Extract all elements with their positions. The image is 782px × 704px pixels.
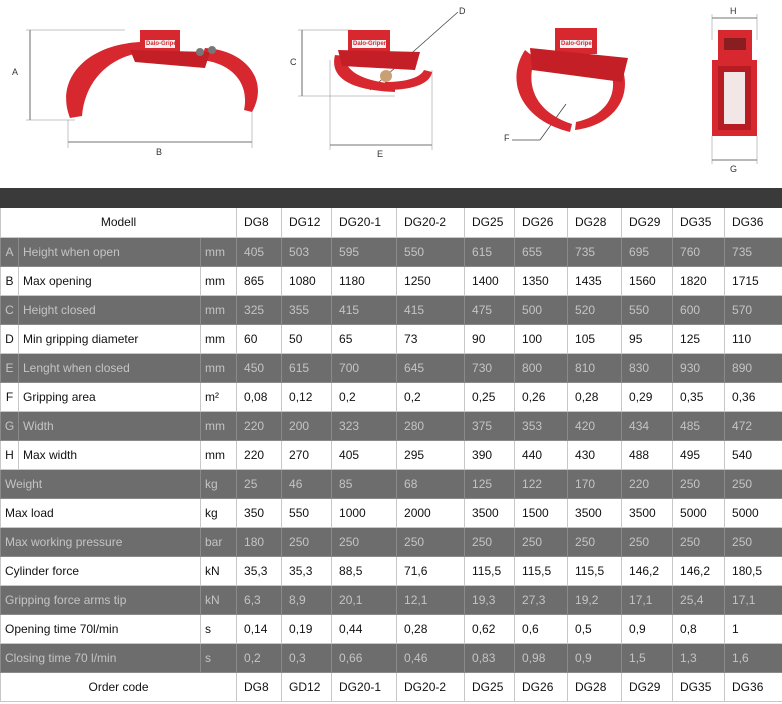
row-unit: kN bbox=[201, 556, 237, 585]
value-cell: 115,5 bbox=[515, 556, 568, 585]
spec-row bbox=[1, 527, 782, 556]
dimension-label-b: B bbox=[156, 147, 163, 157]
value-cell: 0,83 bbox=[465, 643, 515, 672]
value-cell: 90 bbox=[465, 324, 515, 353]
brand-plate-text: Dalo-Gripen bbox=[353, 41, 388, 47]
value-cell: 430 bbox=[568, 440, 622, 469]
value-cell: 0,66 bbox=[332, 643, 397, 672]
model-header: DG20-1 bbox=[332, 208, 397, 237]
value-cell: 1820 bbox=[673, 266, 725, 295]
order-code-cell: DG8 bbox=[237, 672, 282, 701]
value-cell: 0,98 bbox=[515, 643, 568, 672]
row-letter: C bbox=[1, 295, 19, 324]
row-unit: kN bbox=[201, 585, 237, 614]
value-cell: 0,62 bbox=[465, 614, 515, 643]
model-header: DG8 bbox=[237, 208, 282, 237]
row-label: Cylinder force bbox=[1, 556, 201, 585]
spec-row bbox=[1, 237, 782, 266]
model-header: DG26 bbox=[515, 208, 568, 237]
dimension-label-e: E bbox=[377, 149, 384, 159]
value-cell: 540 bbox=[725, 440, 782, 469]
spec-row bbox=[1, 556, 782, 585]
value-cell: 405 bbox=[237, 237, 282, 266]
value-cell: 420 bbox=[568, 411, 622, 440]
value-cell: 295 bbox=[397, 440, 465, 469]
value-cell: 146,2 bbox=[673, 556, 725, 585]
value-cell: 500 bbox=[515, 295, 568, 324]
dimension-diagrams bbox=[0, 0, 782, 188]
value-cell: 0,36 bbox=[725, 382, 782, 411]
value-cell: 115,5 bbox=[568, 556, 622, 585]
row-label: Max load bbox=[1, 498, 201, 527]
value-cell: 550 bbox=[397, 237, 465, 266]
model-header: DG20-2 bbox=[397, 208, 465, 237]
order-code-cell: DG29 bbox=[622, 672, 673, 701]
value-cell: 170 bbox=[568, 469, 622, 498]
value-cell: 1560 bbox=[622, 266, 673, 295]
row-label: Gripping area bbox=[19, 382, 201, 411]
value-cell: 12,1 bbox=[397, 585, 465, 614]
value-cell: 1500 bbox=[515, 498, 568, 527]
value-cell: 0,5 bbox=[568, 614, 622, 643]
value-cell: 19,3 bbox=[465, 585, 515, 614]
value-cell: 570 bbox=[725, 295, 782, 324]
row-unit: kg bbox=[201, 498, 237, 527]
value-cell: 8,9 bbox=[282, 585, 332, 614]
spec-row bbox=[1, 585, 782, 614]
row-unit: mm bbox=[201, 266, 237, 295]
row-label: Weight bbox=[1, 469, 201, 498]
row-label: Height closed bbox=[19, 295, 201, 324]
value-cell: 1715 bbox=[725, 266, 782, 295]
order-code-cell: GD12 bbox=[282, 672, 332, 701]
value-cell: 0,6 bbox=[515, 614, 568, 643]
value-cell: 65 bbox=[332, 324, 397, 353]
value-cell: 5000 bbox=[673, 498, 725, 527]
value-cell: 1250 bbox=[397, 266, 465, 295]
value-cell: 125 bbox=[673, 324, 725, 353]
value-cell: 20,1 bbox=[332, 585, 397, 614]
value-cell: 1400 bbox=[465, 266, 515, 295]
row-unit: s bbox=[201, 643, 237, 672]
value-cell: 323 bbox=[332, 411, 397, 440]
value-cell: 325 bbox=[237, 295, 282, 324]
value-cell: 250 bbox=[725, 527, 782, 556]
value-cell: 27,3 bbox=[515, 585, 568, 614]
value-cell: 1000 bbox=[332, 498, 397, 527]
header-band bbox=[0, 188, 782, 208]
value-cell: 25 bbox=[237, 469, 282, 498]
value-cell: 700 bbox=[332, 353, 397, 382]
spec-row bbox=[1, 643, 782, 672]
value-cell: 0,9 bbox=[622, 614, 673, 643]
value-cell: 68 bbox=[397, 469, 465, 498]
spec-row bbox=[1, 324, 782, 353]
value-cell: 250 bbox=[282, 527, 332, 556]
value-cell: 3500 bbox=[568, 498, 622, 527]
value-cell: 350 bbox=[237, 498, 282, 527]
value-cell: 830 bbox=[622, 353, 673, 382]
value-cell: 250 bbox=[515, 527, 568, 556]
spec-table bbox=[0, 208, 782, 702]
value-cell: 735 bbox=[568, 237, 622, 266]
value-cell: 615 bbox=[465, 237, 515, 266]
value-cell: 375 bbox=[465, 411, 515, 440]
value-cell: 0,2 bbox=[237, 643, 282, 672]
dimension-label-g: G bbox=[730, 164, 738, 174]
value-cell: 220 bbox=[237, 440, 282, 469]
value-cell: 1435 bbox=[568, 266, 622, 295]
value-cell: 85 bbox=[332, 469, 397, 498]
row-letter: D bbox=[1, 324, 19, 353]
value-cell: 0,28 bbox=[568, 382, 622, 411]
row-label: Min gripping diameter bbox=[19, 324, 201, 353]
value-cell: 495 bbox=[673, 440, 725, 469]
value-cell: 0,28 bbox=[397, 614, 465, 643]
value-cell: 600 bbox=[673, 295, 725, 324]
order-code-row bbox=[1, 672, 782, 701]
value-cell: 1350 bbox=[515, 266, 568, 295]
row-label: Max opening bbox=[19, 266, 201, 295]
value-cell: 35,3 bbox=[282, 556, 332, 585]
value-cell: 550 bbox=[622, 295, 673, 324]
value-cell: 1,3 bbox=[673, 643, 725, 672]
row-letter: A bbox=[1, 237, 19, 266]
value-cell: 200 bbox=[282, 411, 332, 440]
value-cell: 865 bbox=[237, 266, 282, 295]
value-cell: 0,25 bbox=[465, 382, 515, 411]
spec-row bbox=[1, 295, 782, 324]
value-cell: 503 bbox=[282, 237, 332, 266]
row-letter: B bbox=[1, 266, 19, 295]
value-cell: 0,26 bbox=[515, 382, 568, 411]
value-cell: 415 bbox=[397, 295, 465, 324]
value-cell: 280 bbox=[397, 411, 465, 440]
dimension-label-d: D bbox=[459, 6, 466, 16]
value-cell: 810 bbox=[568, 353, 622, 382]
spec-row bbox=[1, 498, 782, 527]
value-cell: 800 bbox=[515, 353, 568, 382]
value-cell: 355 bbox=[282, 295, 332, 324]
order-code-cell: DG25 bbox=[465, 672, 515, 701]
value-cell: 35,3 bbox=[237, 556, 282, 585]
value-cell: 5000 bbox=[725, 498, 782, 527]
value-cell: 695 bbox=[622, 237, 673, 266]
value-cell: 110 bbox=[725, 324, 782, 353]
row-label: Max working pressure bbox=[1, 527, 201, 556]
value-cell: 180 bbox=[237, 527, 282, 556]
value-cell: 73 bbox=[397, 324, 465, 353]
value-cell: 475 bbox=[465, 295, 515, 324]
spec-row bbox=[1, 469, 782, 498]
row-unit: m² bbox=[201, 382, 237, 411]
value-cell: 1 bbox=[725, 614, 782, 643]
value-cell: 180,5 bbox=[725, 556, 782, 585]
value-cell: 25,4 bbox=[673, 585, 725, 614]
row-label: Height when open bbox=[19, 237, 201, 266]
row-unit: mm bbox=[201, 295, 237, 324]
value-cell: 250 bbox=[465, 527, 515, 556]
spec-row bbox=[1, 614, 782, 643]
row-label: Max width bbox=[19, 440, 201, 469]
value-cell: 485 bbox=[673, 411, 725, 440]
order-code-cell: DG20-1 bbox=[332, 672, 397, 701]
value-cell: 250 bbox=[397, 527, 465, 556]
row-unit: mm bbox=[201, 324, 237, 353]
value-cell: 0,29 bbox=[622, 382, 673, 411]
value-cell: 472 bbox=[725, 411, 782, 440]
value-cell: 890 bbox=[725, 353, 782, 382]
row-unit: s bbox=[201, 614, 237, 643]
order-code-cell: DG26 bbox=[515, 672, 568, 701]
value-cell: 353 bbox=[515, 411, 568, 440]
brand-plate-text: Dalo-Gripen bbox=[561, 41, 596, 47]
value-cell: 930 bbox=[673, 353, 725, 382]
value-cell: 0,35 bbox=[673, 382, 725, 411]
value-cell: 122 bbox=[515, 469, 568, 498]
value-cell: 735 bbox=[725, 237, 782, 266]
grapple-drawings bbox=[0, 0, 782, 188]
value-cell: 17,1 bbox=[622, 585, 673, 614]
value-cell: 1180 bbox=[332, 266, 397, 295]
value-cell: 100 bbox=[515, 324, 568, 353]
value-cell: 595 bbox=[332, 237, 397, 266]
row-unit: mm bbox=[201, 353, 237, 382]
value-cell: 19,2 bbox=[568, 585, 622, 614]
row-label: Closing time 70 l/min bbox=[1, 643, 201, 672]
value-cell: 46 bbox=[282, 469, 332, 498]
row-unit: mm bbox=[201, 440, 237, 469]
order-code-cell: DG35 bbox=[673, 672, 725, 701]
value-cell: 405 bbox=[332, 440, 397, 469]
value-cell: 71,6 bbox=[397, 556, 465, 585]
order-code-cell: DG20-2 bbox=[397, 672, 465, 701]
value-cell: 105 bbox=[568, 324, 622, 353]
value-cell: 760 bbox=[673, 237, 725, 266]
value-cell: 0,8 bbox=[673, 614, 725, 643]
value-cell: 250 bbox=[725, 469, 782, 498]
value-cell: 220 bbox=[622, 469, 673, 498]
value-cell: 655 bbox=[515, 237, 568, 266]
value-cell: 250 bbox=[673, 527, 725, 556]
value-cell: 390 bbox=[465, 440, 515, 469]
front-view-figure bbox=[712, 14, 757, 164]
row-label: Lenght when closed bbox=[19, 353, 201, 382]
value-cell: 415 bbox=[332, 295, 397, 324]
header-title: Modell bbox=[1, 208, 237, 237]
value-cell: 0,12 bbox=[282, 382, 332, 411]
value-cell: 0,46 bbox=[397, 643, 465, 672]
value-cell: 3500 bbox=[622, 498, 673, 527]
value-cell: 488 bbox=[622, 440, 673, 469]
value-cell: 6,3 bbox=[237, 585, 282, 614]
spec-row bbox=[1, 266, 782, 295]
spec-row bbox=[1, 411, 782, 440]
order-code-cell: DG28 bbox=[568, 672, 622, 701]
value-cell: 2000 bbox=[397, 498, 465, 527]
value-cell: 250 bbox=[622, 527, 673, 556]
row-letter: H bbox=[1, 440, 19, 469]
value-cell: 88,5 bbox=[332, 556, 397, 585]
dimension-label-a: A bbox=[12, 67, 19, 77]
value-cell: 250 bbox=[673, 469, 725, 498]
order-code-title: Order code bbox=[1, 672, 237, 701]
value-cell: 520 bbox=[568, 295, 622, 324]
value-cell: 115,5 bbox=[465, 556, 515, 585]
model-header: DG36 bbox=[725, 208, 782, 237]
row-label: Gripping force arms tip bbox=[1, 585, 201, 614]
value-cell: 250 bbox=[568, 527, 622, 556]
value-cell: 3500 bbox=[465, 498, 515, 527]
row-unit: bar bbox=[201, 527, 237, 556]
value-cell: 1080 bbox=[282, 266, 332, 295]
value-cell: 220 bbox=[237, 411, 282, 440]
value-cell: 250 bbox=[332, 527, 397, 556]
model-header: DG29 bbox=[622, 208, 673, 237]
value-cell: 95 bbox=[622, 324, 673, 353]
value-cell: 434 bbox=[622, 411, 673, 440]
row-unit: kg bbox=[201, 469, 237, 498]
value-cell: 270 bbox=[282, 440, 332, 469]
value-cell: 440 bbox=[515, 440, 568, 469]
value-cell: 60 bbox=[237, 324, 282, 353]
value-cell: 0,44 bbox=[332, 614, 397, 643]
dimension-label-h: H bbox=[730, 6, 737, 16]
value-cell: 1,6 bbox=[725, 643, 782, 672]
value-cell: 1,5 bbox=[622, 643, 673, 672]
row-letter: F bbox=[1, 382, 19, 411]
header-row bbox=[1, 208, 782, 237]
value-cell: 0,19 bbox=[282, 614, 332, 643]
value-cell: 50 bbox=[282, 324, 332, 353]
dimension-label-c: C bbox=[290, 57, 297, 67]
value-cell: 125 bbox=[465, 469, 515, 498]
row-label: Opening time 70l/min bbox=[1, 614, 201, 643]
value-cell: 645 bbox=[397, 353, 465, 382]
model-header: DG12 bbox=[282, 208, 332, 237]
model-header: DG25 bbox=[465, 208, 515, 237]
row-letter: G bbox=[1, 411, 19, 440]
dimension-label-f: F bbox=[504, 133, 510, 143]
value-cell: 146,2 bbox=[622, 556, 673, 585]
value-cell: 17,1 bbox=[725, 585, 782, 614]
row-letter: E bbox=[1, 353, 19, 382]
order-code-cell: DG36 bbox=[725, 672, 782, 701]
row-label: Width bbox=[19, 411, 201, 440]
value-cell: 450 bbox=[237, 353, 282, 382]
spec-row bbox=[1, 440, 782, 469]
model-header: DG28 bbox=[568, 208, 622, 237]
value-cell: 0,14 bbox=[237, 614, 282, 643]
row-unit: mm bbox=[201, 411, 237, 440]
value-cell: 0,9 bbox=[568, 643, 622, 672]
value-cell: 730 bbox=[465, 353, 515, 382]
brand-plate-text: Dalo-Gripen bbox=[146, 41, 181, 47]
value-cell: 0,2 bbox=[397, 382, 465, 411]
model-header: DG35 bbox=[673, 208, 725, 237]
value-cell: 0,3 bbox=[282, 643, 332, 672]
value-cell: 0,08 bbox=[237, 382, 282, 411]
open-grapple-figure bbox=[26, 30, 258, 148]
value-cell: 615 bbox=[282, 353, 332, 382]
value-cell: 550 bbox=[282, 498, 332, 527]
spec-row bbox=[1, 382, 782, 411]
closed-grapple-figure bbox=[298, 12, 458, 150]
spec-row bbox=[1, 353, 782, 382]
row-unit: mm bbox=[201, 237, 237, 266]
value-cell: 0,2 bbox=[332, 382, 397, 411]
